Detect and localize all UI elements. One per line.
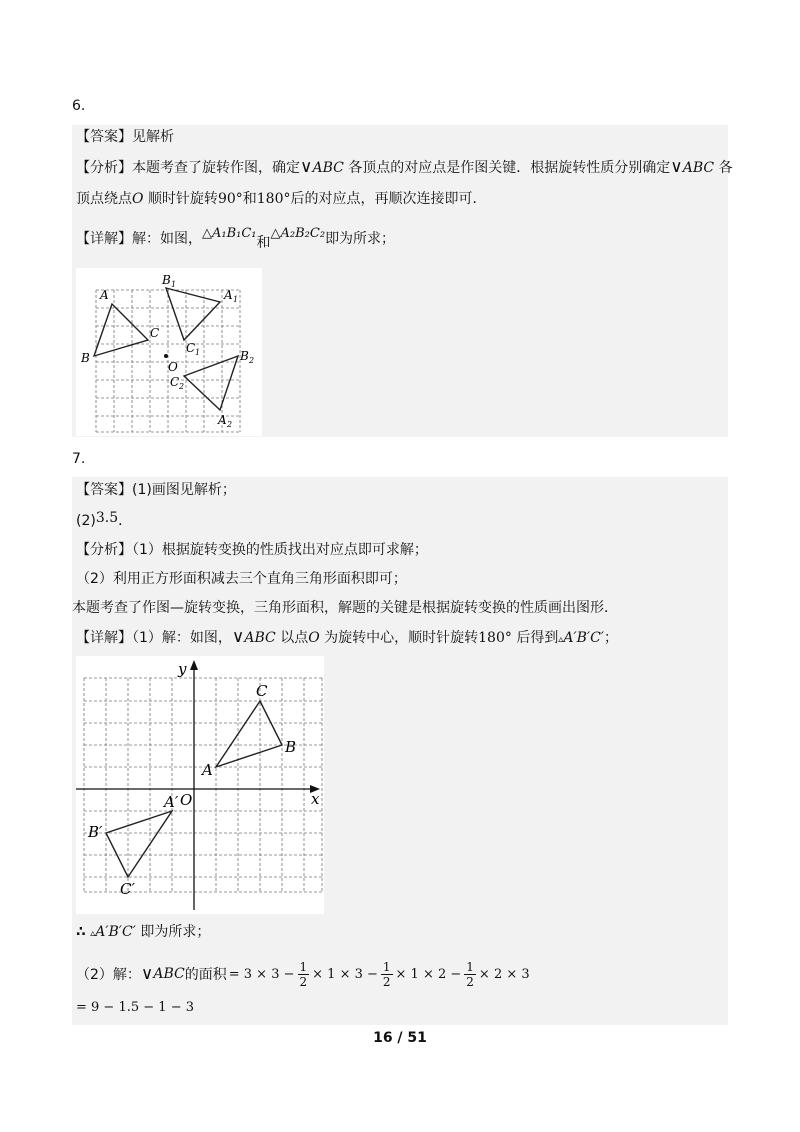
question-number-7: 7. bbox=[72, 451, 86, 467]
label-b: B bbox=[81, 351, 90, 365]
figure-7-svg bbox=[76, 656, 324, 914]
answer-line-7 bbox=[76, 479, 236, 501]
triangle-a1b1c1-shape bbox=[166, 288, 220, 340]
rotation-figure-6 bbox=[76, 268, 262, 436]
label-b2-sub: 2 bbox=[249, 356, 255, 365]
answer-value: 3.5 bbox=[95, 510, 119, 526]
analysis-tag: 【分析】 bbox=[76, 160, 132, 176]
rotation-figure-7 bbox=[76, 656, 324, 914]
analysis-text: 本题考查了旋转作图，确定 bbox=[132, 160, 300, 176]
label-c2-sub: 2 bbox=[179, 382, 185, 391]
label-b: B bbox=[285, 738, 297, 756]
area-expr-part: × 1 × 3 − bbox=[312, 966, 378, 982]
label-a1-sub: 1 bbox=[233, 295, 239, 304]
detail-tag: 【详解】 bbox=[76, 630, 132, 646]
label-c1: C bbox=[186, 341, 196, 355]
area-line-7b: = 9 − 1.5 − 1 − 3 bbox=[76, 1000, 194, 1015]
triangle-prime-shape bbox=[106, 811, 172, 877]
analysis-line-7a bbox=[76, 539, 428, 561]
angle-90: 90° bbox=[217, 191, 243, 207]
label-b1-sub: 1 bbox=[171, 280, 177, 289]
figure-6-svg bbox=[76, 268, 262, 436]
analysis-text: 后的对应点，再顺次连接即可． bbox=[290, 191, 487, 207]
y-axis-arrow bbox=[190, 660, 198, 670]
label-a1: A bbox=[224, 288, 233, 302]
triangle-a2b2c2-shape bbox=[184, 356, 238, 410]
answer-tag: 【答案】 bbox=[76, 482, 132, 498]
label-a2: A bbox=[218, 413, 227, 427]
triangle-name: ABC bbox=[244, 630, 276, 646]
triangle-prime: A′B′C′ bbox=[95, 924, 136, 940]
label-c: C bbox=[256, 682, 268, 700]
small-triangle-symbol: ▵ bbox=[558, 634, 564, 645]
frac-den: 2 bbox=[466, 974, 474, 989]
detail-text: （1）解：如图， bbox=[132, 630, 232, 646]
analysis-text: （1）根据旋转变换的性质找出对应点即可求解； bbox=[132, 542, 428, 558]
answer-text: ． bbox=[118, 513, 133, 529]
label-c2: C bbox=[170, 375, 180, 389]
detail-text: 和 bbox=[256, 235, 271, 251]
label-a: A bbox=[100, 288, 109, 302]
detail-text: ； bbox=[604, 630, 619, 646]
detail-text: 后得到 bbox=[516, 630, 559, 646]
fraction-half bbox=[464, 960, 476, 989]
analysis-text: 各 bbox=[718, 160, 733, 176]
analysis-line-7c: 本题考查了作图—旋转变换，三角形面积，解题的关键是根据旋转变换的性质画出图形． bbox=[72, 600, 618, 616]
detail-text: 解：如图， bbox=[132, 231, 202, 247]
triangle-name: ABC bbox=[682, 160, 715, 176]
analysis-line-6b bbox=[76, 188, 487, 210]
triangle-abc-shape bbox=[216, 701, 282, 767]
frac-num: 1 bbox=[299, 959, 308, 974]
label-b1: B bbox=[162, 273, 171, 287]
frac-den: 2 bbox=[382, 974, 391, 989]
axis-label-x: x bbox=[311, 790, 320, 808]
axis-label-y: y bbox=[178, 660, 187, 678]
triangle-a2b2c2: △A₂B₂C₂ bbox=[270, 226, 326, 241]
fraction-half bbox=[381, 960, 393, 989]
center-point-o bbox=[164, 354, 168, 358]
label-c: C bbox=[150, 326, 160, 340]
detail-tag: 【详解】 bbox=[76, 231, 132, 247]
frac-den: 2 bbox=[299, 974, 308, 989]
detail-text: 为旋转中心，顺时针旋转 bbox=[324, 630, 479, 646]
triangle-symbol: ∨ bbox=[231, 627, 245, 647]
answer-text: 见解析 bbox=[132, 129, 174, 145]
label-c1-sub: 1 bbox=[195, 348, 201, 357]
label-a: A bbox=[202, 761, 213, 779]
label-a-prime: A′ bbox=[164, 793, 179, 811]
triangle-name: ABC bbox=[312, 160, 344, 176]
page-number: 16 / 51 bbox=[373, 1030, 427, 1046]
angle-180: 180° bbox=[256, 191, 291, 207]
detail-text: 即为所求； bbox=[325, 231, 396, 247]
answer-line-6 bbox=[76, 126, 174, 148]
answer-line-7b bbox=[76, 510, 132, 532]
part2-text: 的面积 bbox=[184, 967, 227, 983]
area-expr-part: × 2 × 3 bbox=[478, 966, 530, 982]
detail-line-7 bbox=[76, 626, 618, 651]
triangle-symbol: ∨ bbox=[300, 157, 313, 177]
frac-num: 1 bbox=[382, 959, 391, 974]
analysis-text: 和 bbox=[242, 191, 257, 207]
answer-text: (1)画图见解析； bbox=[132, 482, 236, 498]
triangle-symbol: ∨ bbox=[670, 157, 683, 177]
label-a2-sub: 2 bbox=[227, 420, 233, 429]
analysis-text: 各顶点的对应点是作图关键．根据旋转性质分别确定 bbox=[348, 160, 671, 176]
area-expr-part: × 1 × 2 − bbox=[395, 966, 462, 982]
triangle-name: ABC bbox=[153, 966, 185, 982]
angle-180: 180° bbox=[478, 630, 512, 646]
label-b2: B bbox=[240, 349, 249, 363]
answer-tag: 【答案】 bbox=[76, 129, 132, 145]
label-b-prime: B′ bbox=[88, 823, 103, 841]
analysis-text: 顺时针旋转 bbox=[147, 191, 218, 207]
question-number-6: 6. bbox=[72, 98, 86, 114]
conclusion-line-7 bbox=[76, 921, 210, 945]
analysis-tag: 【分析】 bbox=[76, 542, 132, 558]
label-c-prime: C′ bbox=[120, 880, 135, 898]
point-o: O bbox=[132, 191, 144, 207]
triangle-abc bbox=[94, 304, 148, 356]
answer-text: (2) bbox=[76, 513, 96, 529]
area-expr-part: = 3 × 3 − bbox=[228, 966, 295, 982]
therefore-symbol: ∴ bbox=[76, 924, 86, 940]
label-o: O bbox=[168, 360, 178, 374]
detail-line-6 bbox=[76, 228, 395, 251]
detail-text: 以点 bbox=[280, 630, 309, 646]
fraction-half bbox=[298, 960, 310, 989]
triangle-a1b1c1: △A₁B₁C₁ bbox=[202, 226, 257, 241]
analysis-line-7b: （2）利用正方形面积减去三个直角三角形面积即可； bbox=[76, 571, 407, 587]
triangle-symbol: ∨ bbox=[140, 964, 154, 984]
area-line-7 bbox=[76, 954, 530, 994]
point-o: O bbox=[308, 630, 320, 646]
analysis-line-6a bbox=[76, 156, 733, 179]
analysis-text: 顶点绕点 bbox=[76, 191, 132, 207]
part2-text: （2）解： bbox=[76, 967, 141, 983]
conclusion-text: 即为所求； bbox=[140, 924, 211, 940]
origin-label: O bbox=[180, 791, 193, 809]
small-triangle-symbol: ▵ bbox=[90, 928, 96, 939]
triangle-prime: A′B′C′ bbox=[563, 630, 605, 646]
frac-num: 1 bbox=[466, 959, 474, 974]
